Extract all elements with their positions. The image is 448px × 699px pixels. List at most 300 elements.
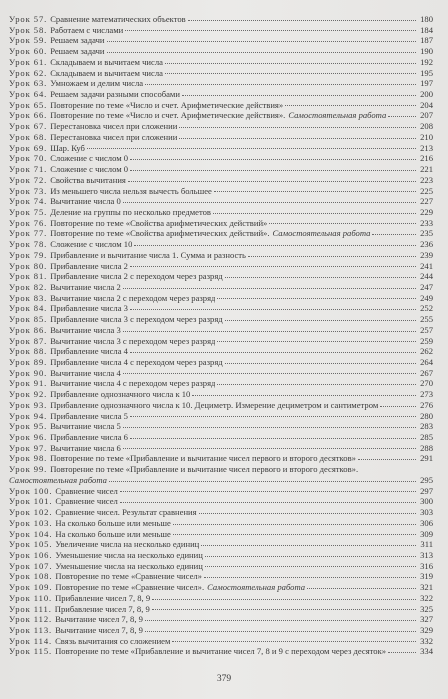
lesson-number: Урок 83. xyxy=(9,292,48,303)
page-ref: 276 xyxy=(420,399,433,410)
lesson-title: Прибавление числа 4 с переходом через разряд xyxy=(50,357,223,367)
toc-entry xyxy=(9,550,433,561)
lesson-number: Урок 99. xyxy=(9,464,48,475)
lesson-number: Урок 57. xyxy=(9,14,48,24)
page-ref: 313 xyxy=(420,549,433,560)
toc-entry xyxy=(9,325,433,336)
toc-entry xyxy=(9,432,433,443)
lesson-number: Урок 95. xyxy=(9,421,48,432)
toc-entry xyxy=(9,389,433,400)
lesson-number: Урок 68. xyxy=(9,131,48,142)
lesson-number: Урок 63. xyxy=(9,78,48,89)
lesson-title: Решаем задачи разными способами xyxy=(50,89,180,100)
lesson-number: Урок 98. xyxy=(9,453,48,464)
lesson-title: Прибавление чисел 7, 8, 9 xyxy=(55,592,151,603)
lesson-number: Урок 92. xyxy=(9,389,48,400)
toc-entry xyxy=(9,89,433,100)
page-ref: 190 xyxy=(420,46,433,57)
dot-leader xyxy=(173,534,416,535)
lesson-title: Повторение по теме «Прибавление и вычитание чисел 7, 8 и 9 с переходом через десяток» xyxy=(55,646,387,657)
page-ref: 303 xyxy=(420,507,433,518)
page-ref: 241 xyxy=(420,260,433,271)
toc-entry xyxy=(9,78,433,89)
lesson-number: Урок 96. xyxy=(9,432,48,443)
lesson-number: Урок 78. xyxy=(9,239,48,250)
dot-leader xyxy=(123,331,416,332)
lesson-number: Урок 86. xyxy=(9,324,48,335)
toc-entry xyxy=(9,35,433,46)
lesson-title: Вычитание числа 5 xyxy=(50,421,121,432)
toc-entry xyxy=(9,636,433,647)
lesson-number: Урок 61. xyxy=(9,56,48,67)
toc-entry xyxy=(9,282,433,293)
dot-leader xyxy=(269,223,416,224)
dot-leader xyxy=(213,213,416,214)
dot-leader xyxy=(205,566,416,567)
page-ref: 262 xyxy=(420,346,433,357)
lesson-title: Вычитание числа 2 xyxy=(50,281,121,292)
lesson-number: Урок 110. xyxy=(9,592,53,603)
page-ref: 321 xyxy=(420,582,433,593)
lesson-title: Работаем с числами xyxy=(50,24,124,35)
lesson-number: Урок 71. xyxy=(9,164,48,175)
toc-entry xyxy=(9,68,433,79)
dot-leader xyxy=(307,588,416,589)
lesson-title: Повторение по теме «Свойства арифметических действий» xyxy=(50,217,268,228)
lesson-title: Увеличение числа на несколько единиц xyxy=(55,539,200,550)
page-ref: 332 xyxy=(420,635,433,646)
lesson-title: Сравнение чисел xyxy=(55,485,118,496)
dot-leader xyxy=(248,256,416,257)
page-ref: 273 xyxy=(420,389,433,400)
dot-leader xyxy=(123,448,416,449)
lesson-number: Урок 74. xyxy=(9,196,48,207)
lesson-title: Повторение по теме «Число и счет. Арифметические действия» xyxy=(50,99,284,110)
page-ref: 252 xyxy=(420,303,433,314)
lesson-title: Прибавление числа 2 xyxy=(50,260,128,271)
page-ref: 322 xyxy=(420,592,433,603)
dot-leader xyxy=(130,266,416,267)
lesson-title: Свойства вычитания xyxy=(50,174,126,185)
lesson-number: Урок 102. xyxy=(9,507,53,518)
toc-entry xyxy=(9,539,433,550)
page-ref: 329 xyxy=(420,624,433,635)
toc-entry xyxy=(9,496,433,507)
toc-entry xyxy=(9,443,433,454)
dot-leader xyxy=(165,63,416,64)
dot-leader xyxy=(123,288,416,289)
lesson-title: Прибавление числа 3 с переходом через разряд xyxy=(50,314,223,325)
lesson-number: Урок 72. xyxy=(9,174,48,185)
page-ref: 247 xyxy=(420,281,433,292)
page-ref: 223 xyxy=(420,174,433,185)
lesson-number: Урок 77. xyxy=(9,228,48,239)
page-ref: 236 xyxy=(420,239,433,250)
page-ref: 192 xyxy=(420,56,433,67)
page-ref: 291 xyxy=(420,453,433,464)
lesson-title: Умножаем и делим числа xyxy=(50,78,144,89)
toc-entry xyxy=(9,303,433,314)
page-ref: 300 xyxy=(420,496,433,507)
toc-entry xyxy=(9,571,433,582)
dot-leader xyxy=(107,52,417,53)
page-ref: 197 xyxy=(420,78,433,89)
dot-leader xyxy=(217,384,416,385)
dot-leader xyxy=(179,127,416,128)
lesson-title: Шар. Куб xyxy=(50,142,85,153)
page-ref: 259 xyxy=(420,335,433,346)
lesson-title: Прибавление числа 5 xyxy=(50,410,128,421)
toc-entry xyxy=(9,346,433,357)
lesson-title: Сравнение чисел. Результат сравнения xyxy=(55,507,197,518)
page-ref: 288 xyxy=(420,442,433,453)
toc-entry xyxy=(9,132,433,143)
dot-leader xyxy=(192,395,416,396)
page-number: 379 xyxy=(216,674,232,684)
lesson-number: Урок 81. xyxy=(9,271,48,282)
page-ref: 221 xyxy=(420,164,433,175)
lesson-number: Урок 60. xyxy=(9,46,48,57)
lesson-title: На сколько больше или меньше xyxy=(55,528,171,539)
dot-leader xyxy=(128,181,416,182)
toc-entry xyxy=(9,625,433,636)
lesson-title: Прибавление однозначного числа к 10. Дециметр. Измерение дециметром и сантиметром xyxy=(50,399,379,410)
page-ref: 306 xyxy=(420,517,433,528)
dot-leader xyxy=(201,545,416,546)
page-ref: 235 xyxy=(420,228,433,239)
toc-entry xyxy=(9,582,433,593)
dot-leader xyxy=(173,524,416,525)
lesson-number: Урок 101. xyxy=(9,496,53,507)
dot-leader xyxy=(123,202,416,203)
toc-entry xyxy=(9,153,433,164)
page-ref: 239 xyxy=(420,249,433,260)
lesson-number: Урок 104. xyxy=(9,528,53,539)
lesson-title: Прибавление однозначного числа к 10 xyxy=(50,389,191,400)
toc-entry xyxy=(9,561,433,572)
toc-entry xyxy=(9,46,433,57)
dot-leader xyxy=(217,341,416,342)
lesson-title: Вычитание числа 0 xyxy=(50,196,121,207)
lesson-number: Урок 103. xyxy=(9,517,53,528)
page-ref: 280 xyxy=(420,410,433,421)
page-ref: 229 xyxy=(420,206,433,217)
lesson-number: Урок 70. xyxy=(9,153,48,164)
lesson-title: Решаем задачи xyxy=(50,35,105,46)
dot-leader xyxy=(145,84,416,85)
lesson-number: Урок 58. xyxy=(9,24,48,35)
dot-leader xyxy=(165,73,416,74)
page-ref: 327 xyxy=(420,614,433,625)
toc-entry xyxy=(9,475,433,486)
dot-leader xyxy=(182,95,416,96)
toc-entry xyxy=(9,14,433,25)
page-ref: 249 xyxy=(420,292,433,303)
lesson-number: Урок 97. xyxy=(9,442,48,453)
dot-leader xyxy=(188,20,416,21)
page-ref: 187 xyxy=(420,35,433,46)
lesson-number: Урок 113. xyxy=(9,624,53,635)
page-ref: 227 xyxy=(420,196,433,207)
lesson-title: Повторение по теме «Прибавление и вычитание чисел первого и второго десятков». xyxy=(50,464,359,475)
lesson-title: Вычитание числа 2 с переходом через разряд xyxy=(50,292,216,303)
dot-leader xyxy=(145,620,416,621)
toc-entry xyxy=(9,25,433,36)
lesson-title: Сложение с числом 0 xyxy=(50,153,129,164)
dot-leader xyxy=(134,245,416,246)
dot-leader xyxy=(130,170,416,171)
page-ref: 195 xyxy=(420,67,433,78)
page-ref: 316 xyxy=(420,560,433,571)
lesson-number: Урок 115. xyxy=(9,646,53,657)
lesson-number: Урок 64. xyxy=(9,89,48,100)
lesson-note: Самостоятельная работа xyxy=(207,582,306,593)
lesson-title: Повторение по теме «Сравнение чисел» xyxy=(55,571,202,582)
dot-leader xyxy=(199,513,416,514)
dot-leader xyxy=(87,148,416,149)
lesson-title: Прибавление и вычитание числа 1. Сумма и разность xyxy=(50,249,246,260)
dot-leader xyxy=(388,652,416,653)
toc-entry xyxy=(9,239,433,250)
dot-leader xyxy=(152,599,416,600)
page-ref: 184 xyxy=(420,24,433,35)
toc-entry xyxy=(9,453,433,464)
lesson-number: Урок 82. xyxy=(9,281,48,292)
lesson-title: Вычитание числа 4 с переходом через разряд xyxy=(50,378,216,389)
lesson-title: Вычитание числа 6 xyxy=(50,442,121,453)
lesson-number: Урок 105. xyxy=(9,539,53,550)
page-ref: 325 xyxy=(420,603,433,614)
lesson-number: Урок 66. xyxy=(9,110,48,121)
lesson-title: Повторение по теме «Сравнение чисел». xyxy=(55,582,205,593)
page-ref: 204 xyxy=(420,99,433,110)
page-ref: 210 xyxy=(420,131,433,142)
lesson-title: Складываем и вычитаем числа xyxy=(50,67,163,78)
lesson-title: Из меньшего числа нельзя вычесть большее xyxy=(50,185,212,196)
toc-entry xyxy=(9,378,433,389)
lesson-number: Урок 108. xyxy=(9,571,53,582)
page-ref: 319 xyxy=(420,571,433,582)
toc-entry xyxy=(9,411,433,422)
toc-entry xyxy=(9,175,433,186)
lesson-title: Решаем задачи xyxy=(50,46,105,57)
lesson-title: Прибавление числа 2 с переходом через разряд xyxy=(50,271,223,282)
lesson-title: Сложение с числом 10 xyxy=(50,239,133,250)
dot-leader xyxy=(130,352,416,353)
lesson-title: Деление на группы по несколько предметов xyxy=(50,206,211,217)
lesson-number: Урок 89. xyxy=(9,357,48,367)
toc-entry xyxy=(9,186,433,197)
lesson-number: Урок 111. xyxy=(9,603,52,614)
dot-leader xyxy=(225,320,416,321)
toc-entry xyxy=(9,100,433,111)
toc-entry xyxy=(9,646,433,657)
lesson-number: Урок 107. xyxy=(9,560,53,571)
lesson-title: На сколько больше или меньше xyxy=(55,517,171,528)
dot-leader xyxy=(214,191,416,192)
page-ref: 285 xyxy=(420,432,433,443)
toc-entry xyxy=(9,250,433,261)
toc-entry xyxy=(9,614,433,625)
toc-entry xyxy=(9,336,433,347)
dot-leader xyxy=(107,41,417,42)
lesson-number: Урок 67. xyxy=(9,121,48,132)
lesson-title: Перестановка чисел при сложении xyxy=(50,131,178,142)
dot-leader xyxy=(285,105,416,106)
lesson-number: Урок 100. xyxy=(9,485,53,496)
dot-leader xyxy=(358,459,416,460)
toc-entry xyxy=(9,261,433,272)
lesson-title: Вычитание числа 3 xyxy=(50,324,121,335)
dot-leader xyxy=(130,309,416,310)
page-ref: 334 xyxy=(420,646,433,657)
dot-leader xyxy=(372,234,416,235)
lesson-number: Урок 112. xyxy=(9,614,53,625)
toc-entry xyxy=(9,593,433,604)
toc-entry xyxy=(9,110,433,121)
page-ref: 200 xyxy=(420,89,433,100)
toc-entry xyxy=(9,518,433,529)
lesson-title: Вычитание чисел 7, 8, 9 xyxy=(55,614,143,625)
lesson-number: Урок 84. xyxy=(9,303,48,314)
toc-entry xyxy=(9,486,433,497)
page-ref: 255 xyxy=(420,314,433,325)
lesson-number: Урок 109. xyxy=(9,582,53,593)
lesson-number: Урок 114. xyxy=(9,635,53,646)
page-ref: 257 xyxy=(420,324,433,335)
page-ref: 213 xyxy=(420,142,433,153)
page-ref: 270 xyxy=(420,378,433,389)
dot-leader xyxy=(179,138,416,139)
page-ref: 264 xyxy=(420,357,433,367)
lesson-number: Урок 106. xyxy=(9,549,53,560)
dot-leader xyxy=(204,577,416,578)
lesson-title: Повторение по теме «Число и счет. Арифметические действия». xyxy=(50,110,286,121)
dot-leader xyxy=(225,277,416,278)
dot-leader xyxy=(130,159,416,160)
page-ref: 225 xyxy=(420,185,433,196)
dot-leader xyxy=(130,416,416,417)
toc-entry xyxy=(9,464,433,475)
dot-leader xyxy=(172,641,416,642)
lesson-number: Урок 91. xyxy=(9,378,48,389)
lesson-title: Уменьшение числа на несколько единиц xyxy=(55,549,203,560)
page-ref: 208 xyxy=(420,121,433,132)
table-of-contents xyxy=(9,14,433,657)
lesson-note: Самостоятельная работа xyxy=(288,110,387,121)
dot-leader xyxy=(217,298,416,299)
dot-leader xyxy=(120,491,416,492)
toc-entry xyxy=(9,507,433,518)
page-ref: 283 xyxy=(420,421,433,432)
page-ref: 180 xyxy=(420,14,433,24)
toc-entry xyxy=(9,218,433,229)
lesson-title: Вычитание числа 3 с переходом через разряд xyxy=(50,335,216,346)
lesson-number: Урок 88. xyxy=(9,346,48,357)
page-ref: 207 xyxy=(420,110,433,121)
dot-leader xyxy=(120,502,416,503)
lesson-title: Прибавление числа 3 xyxy=(50,303,128,314)
toc-entry xyxy=(9,143,433,154)
lesson-number: Урок 93. xyxy=(9,399,48,410)
toc-entry xyxy=(9,271,433,282)
toc-entry xyxy=(9,368,433,379)
dot-leader xyxy=(109,481,416,482)
dot-leader xyxy=(225,363,416,364)
toc-entry xyxy=(9,121,433,132)
dot-leader xyxy=(125,30,416,31)
lesson-title: Прибавление числа 4 xyxy=(50,346,128,357)
dot-leader xyxy=(388,116,416,117)
toc-entry xyxy=(9,196,433,207)
toc-entry xyxy=(9,293,433,304)
page-ref: 309 xyxy=(420,528,433,539)
page-ref: 233 xyxy=(420,217,433,228)
toc-entry xyxy=(9,207,433,218)
page-ref: 244 xyxy=(420,271,433,282)
dot-leader xyxy=(145,631,416,632)
page-ref: 311 xyxy=(420,539,433,550)
lesson-number: Урок 65. xyxy=(9,99,48,110)
lesson-title: Уменьшение числа на несколько единиц xyxy=(55,560,203,571)
dot-leader xyxy=(123,373,416,374)
lesson-title: Сравнение математических объектов xyxy=(50,14,186,24)
dot-leader xyxy=(123,427,416,428)
lesson-title: Сравнение чисел xyxy=(55,496,118,507)
page-ref: 297 xyxy=(420,485,433,496)
lesson-title: Складываем и вычитаем числа xyxy=(50,56,163,67)
toc-entry xyxy=(9,400,433,411)
lesson-note: Самостоятельная работа xyxy=(272,228,371,239)
lesson-number: Урок 80. xyxy=(9,260,48,271)
toc-entry xyxy=(9,57,433,68)
toc-entry xyxy=(9,357,433,368)
toc-entry xyxy=(9,421,433,432)
page-ref: 267 xyxy=(420,367,433,378)
dot-leader xyxy=(130,438,416,439)
lesson-number: Урок 79. xyxy=(9,249,48,260)
page-ref: 295 xyxy=(420,474,433,485)
page-ref: 216 xyxy=(420,153,433,164)
lesson-number: Урок 90. xyxy=(9,367,48,378)
toc-entry xyxy=(9,164,433,175)
lesson-title: Прибавление чисел 7, 8, 9 xyxy=(54,603,150,614)
toc-entry xyxy=(9,604,433,615)
lesson-title: Повторение по теме «Свойства арифметических действий». xyxy=(50,228,270,239)
toc-entry xyxy=(9,529,433,540)
lesson-number: Урок 87. xyxy=(9,335,48,346)
lesson-number: Урок 85. xyxy=(9,314,48,325)
toc-entry xyxy=(9,314,433,325)
dot-leader xyxy=(205,556,416,557)
lesson-title: Прибавление числа 6 xyxy=(50,432,128,443)
dot-leader xyxy=(380,406,416,407)
dot-leader xyxy=(152,609,416,610)
lesson-number: Урок 59. xyxy=(9,35,48,46)
lesson-title: Повторение по теме «Прибавление и вычитание чисел первого и второго десятков» xyxy=(50,453,356,464)
lesson-number: Урок 94. xyxy=(9,410,48,421)
lesson-number: Урок 76. xyxy=(9,217,48,228)
lesson-title: Связь вычитания со сложением xyxy=(55,635,171,646)
lesson-number: Урок 75. xyxy=(9,206,48,217)
lesson-number: Урок 73. xyxy=(9,185,48,196)
lesson-number: Урок 69. xyxy=(9,142,48,153)
lesson-title: Сложение с числом 0 xyxy=(50,164,129,175)
lesson-title: Вычитание числа 4 xyxy=(50,367,121,378)
lesson-title: Вычитание чисел 7, 8, 9 xyxy=(55,624,143,635)
lesson-number: Урок 62. xyxy=(9,67,48,78)
toc-entry xyxy=(9,228,433,239)
